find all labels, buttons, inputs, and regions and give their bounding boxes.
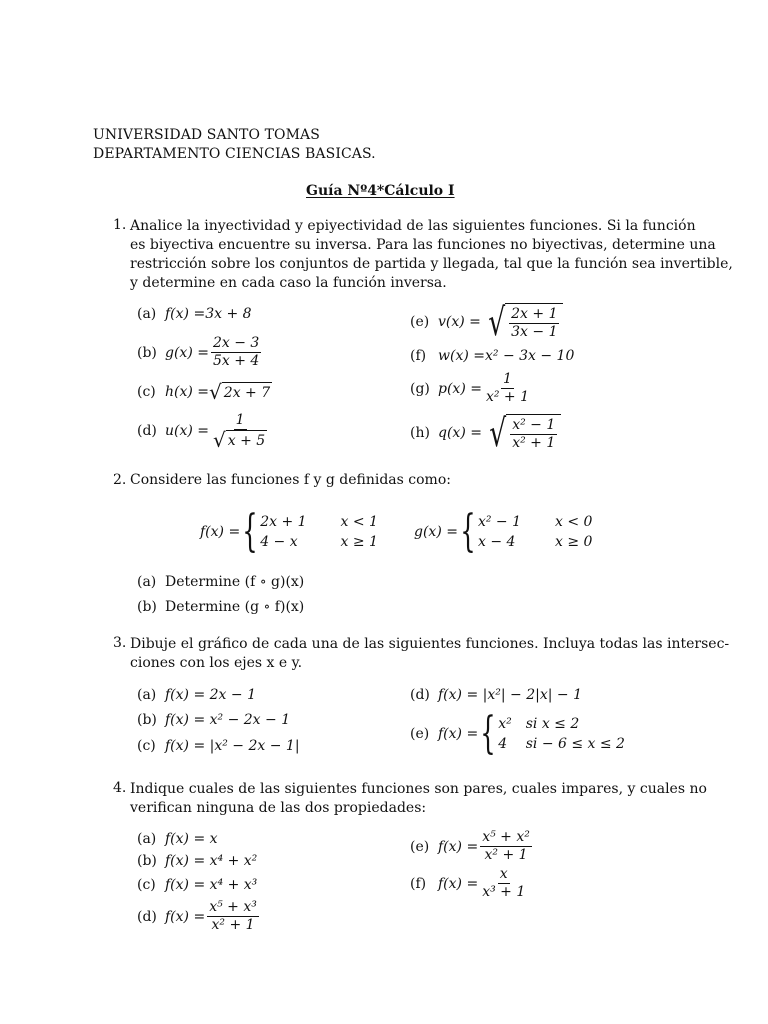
case-condition: si x ≤ 2 (525, 716, 580, 732)
item-label: (b) (137, 853, 157, 869)
fraction (480, 866, 527, 901)
item-text: f(x) = x⁴ + x³ (165, 877, 258, 893)
denominator: x² + 1 (485, 389, 530, 405)
function-lhs: g(x) = (414, 524, 458, 540)
question-4-number: 4. (113, 780, 127, 796)
item-label: (d) (137, 908, 157, 925)
item-text: Determine (f ∘ g)(x) (165, 574, 305, 590)
q2-item-a (137, 574, 304, 590)
q3-item-d (410, 687, 582, 703)
item-label: (a) (137, 831, 157, 847)
radical-sign: √ (213, 428, 226, 452)
radical-sign: √ (488, 300, 506, 344)
radicand: x + 5 (226, 430, 267, 450)
item-label: (a) (137, 687, 157, 703)
fraction (211, 412, 269, 450)
denominator: 3x − 1 (511, 323, 558, 340)
q1-item-g (410, 371, 533, 406)
square-root (209, 382, 272, 402)
q1-item-a (137, 306, 252, 322)
question-1-number: 1. (113, 217, 127, 233)
case-expression: 2x + 1 (260, 514, 307, 530)
fraction (207, 899, 259, 934)
denominator: x² + 1 (211, 917, 255, 933)
question-1-line: Analice la inyectividad y epiyectividad de las siguientes funciones. Si la función (130, 218, 696, 234)
item-label: (f) (410, 348, 427, 364)
q4-item-b (137, 853, 257, 869)
department-name: DEPARTAMENTO CIENCIAS BASICAS. (93, 146, 376, 162)
question-4-line: Indique cuales de las siguientes funciones son pares, cuales impares, y cuales no (130, 781, 707, 797)
case-condition: x ≥ 1 (340, 534, 378, 550)
item-lhs: f(x) = (438, 875, 479, 892)
q4-item-d (137, 899, 261, 934)
piecewise-cases (260, 514, 378, 550)
q1-item-d (137, 412, 271, 450)
case-expression: 4 − x (260, 534, 298, 550)
q1-item-b (137, 335, 263, 370)
item-lhs: f(x) = (438, 838, 479, 855)
left-brace: { (460, 506, 476, 557)
q4-item-f (410, 866, 529, 901)
item-rhs: x² − 3x − 10 (484, 348, 575, 364)
question-1-text (130, 217, 733, 293)
q4-item-c (137, 877, 257, 893)
radicand: 2x + 7 (222, 382, 272, 402)
left-brace: { (480, 708, 496, 759)
q1-item-f (410, 348, 574, 364)
piecewise-cases (478, 514, 592, 550)
item-label: (b) (137, 344, 157, 361)
item-label: (c) (137, 738, 156, 754)
left-brace: { (242, 506, 258, 557)
q3-item-c (137, 738, 300, 754)
case-condition: x < 0 (555, 514, 593, 530)
item-label: (g) (410, 380, 430, 397)
case-expression: x² (498, 716, 512, 732)
university-name: UNIVERSIDAD SANTO TOMAS (93, 127, 320, 143)
q1-item-c (137, 382, 272, 402)
item-lhs: w(x) = (438, 348, 485, 364)
item-label: (d) (137, 423, 157, 439)
item-text: f(x) = x (165, 831, 218, 847)
radicand (506, 414, 561, 452)
fraction (211, 335, 261, 370)
question-2-text: Considere las funciones f y g definidas como: (130, 472, 451, 488)
numerator: 2x + 1 (511, 305, 558, 322)
numerator: x² − 1 (512, 416, 556, 433)
item-label: (e) (410, 726, 430, 742)
item-text: f(x) = |x²| − 2|x| − 1 (438, 687, 582, 703)
item-rhs: 3x + 8 (205, 306, 252, 322)
question-1-line: restricción sobre los conjuntos de partida y llegada, tal que la función sea invertible, (130, 256, 733, 272)
question-4-text (130, 780, 707, 818)
q1-item-e (410, 300, 563, 344)
item-lhs: h(x) = (165, 384, 210, 400)
numerator: x (499, 866, 508, 882)
item-label: (e) (410, 838, 430, 855)
radical-sign: √ (209, 380, 222, 404)
item-lhs: p(x) = (438, 380, 482, 397)
item-label: (f) (410, 875, 427, 892)
item-lhs: g(x) = (165, 344, 209, 361)
item-label: (a) (137, 574, 157, 590)
q3-item-a (137, 687, 256, 703)
denominator: x² + 1 (512, 434, 556, 451)
radicand (505, 303, 563, 341)
numerator: 2x − 3 (212, 335, 260, 351)
piecewise-cases (498, 716, 625, 752)
question-3-line: ciones con los ejes x e y. (130, 655, 303, 671)
square-root (213, 430, 267, 450)
case-expression: x² − 1 (477, 514, 522, 530)
case-expression: 4 (498, 736, 508, 752)
item-text: f(x) = x² − 2x − 1 (165, 712, 291, 728)
item-label: (h) (410, 425, 430, 441)
case-condition: x < 1 (340, 514, 378, 530)
fraction (480, 829, 532, 864)
item-label: (e) (410, 314, 430, 330)
q4-item-e (410, 829, 534, 864)
square-root (482, 411, 561, 455)
item-text: Determine (g ∘ f)(x) (165, 599, 305, 615)
denominator: x³ + 1 (482, 884, 526, 900)
numerator: x⁵ + x³ (209, 899, 257, 915)
item-label: (c) (137, 877, 156, 893)
denominator: 5x + 4 (212, 353, 260, 369)
question-4-line: verifican ninguna de las dos propiedades: (130, 800, 427, 816)
q2-function-f (200, 506, 378, 557)
function-lhs: f(x) = (438, 726, 479, 742)
q3-item-b (137, 712, 290, 728)
numerator: 1 (503, 371, 512, 387)
question-3-line: Dibuje el gráfico de cada una de las siguientes funciones. Incluya todas las intersec- (130, 636, 730, 652)
radical-sign: √ (489, 411, 507, 455)
item-text: f(x) = 2x − 1 (165, 687, 256, 703)
fraction (509, 306, 559, 341)
item-label: (b) (137, 599, 157, 615)
fraction (484, 371, 531, 406)
question-1-line: y determine en cada caso la función inversa. (130, 275, 447, 291)
numerator: 1 (235, 412, 245, 428)
case-condition: si − 6 ≤ x ≤ 2 (525, 736, 625, 752)
q4-item-a (137, 831, 218, 847)
item-lhs: f(x) = (165, 908, 206, 925)
question-2-number: 2. (113, 472, 127, 488)
item-label: (d) (410, 687, 430, 703)
item-lhs: f(x) = (165, 306, 206, 322)
q1-item-h (410, 411, 561, 455)
item-text: f(x) = x⁴ + x² (165, 853, 258, 869)
question-3-text (130, 635, 730, 673)
numerator: x⁵ + x² (482, 829, 530, 845)
item-label: (a) (137, 306, 157, 322)
q2-item-b (137, 599, 304, 615)
page-title: Guía Nº4*Cálculo I (306, 183, 455, 199)
fraction (510, 417, 557, 452)
denominator (211, 430, 269, 450)
function-lhs: f(x) = (200, 524, 241, 540)
item-label: (b) (137, 712, 157, 728)
question-1-line: es biyectiva encuentre su inversa. Para las funciones no biyectivas, determine una (130, 237, 716, 253)
q3-item-e (410, 708, 625, 759)
item-lhs: q(x) = (438, 425, 482, 441)
square-root (481, 300, 564, 344)
q2-function-g (414, 506, 593, 557)
case-expression: x − 4 (477, 534, 516, 550)
denominator: x² + 1 (484, 847, 528, 863)
item-text: f(x) = |x² − 2x − 1| (165, 738, 300, 754)
item-lhs: u(x) = (165, 423, 210, 439)
question-3-number: 3. (113, 635, 127, 651)
case-condition: x ≥ 0 (555, 534, 593, 550)
item-lhs: v(x) = (438, 314, 481, 330)
item-label: (c) (137, 384, 156, 400)
